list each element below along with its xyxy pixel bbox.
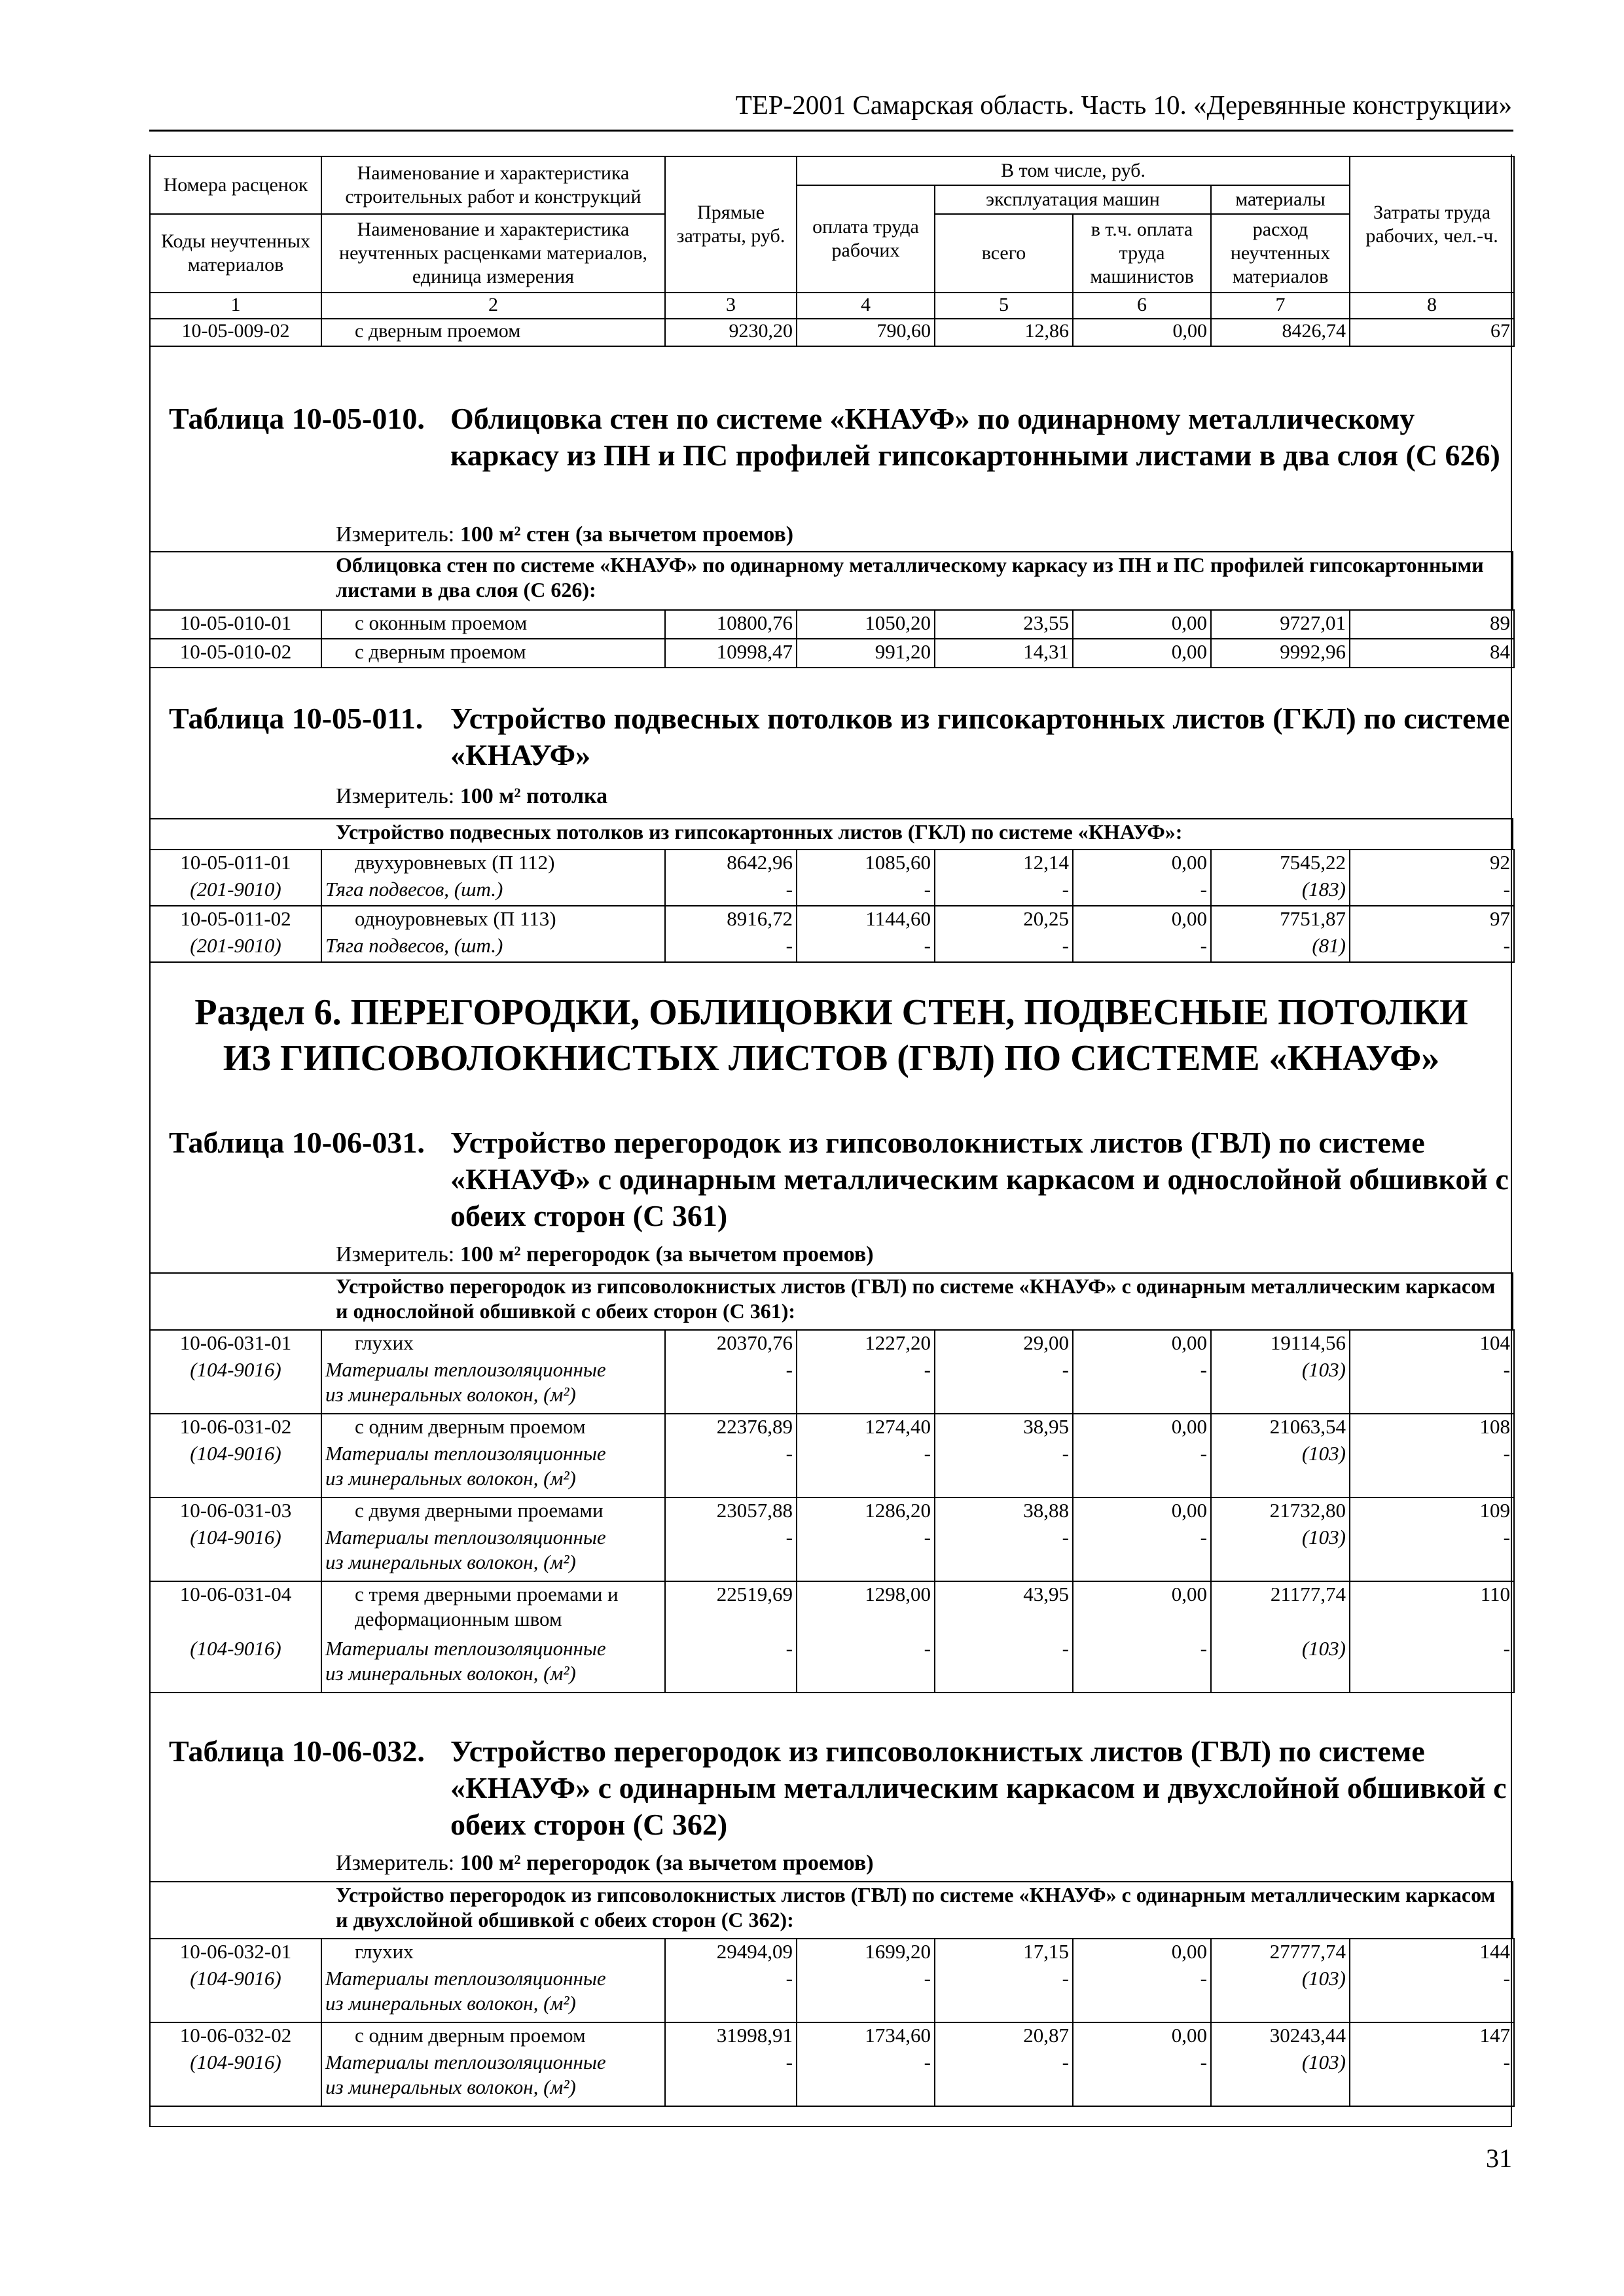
empty-dash: - xyxy=(665,1636,797,1693)
rates-table-10-06-031 xyxy=(149,1329,1515,1693)
col-name-header: Наименование и характеристика строительных работ и конструкций xyxy=(321,156,665,214)
empty-dash: - xyxy=(1350,1525,1514,1581)
material-name-line: Материалы теплоизоляционные xyxy=(325,1637,606,1660)
machinist-pay-value: 0,00 xyxy=(1073,1498,1211,1525)
material-name xyxy=(321,1525,665,1581)
machines-total-value: 14,31 xyxy=(935,639,1073,668)
table-heading-10-06-032 xyxy=(169,1733,1517,1843)
labor-value: 104 xyxy=(1350,1330,1514,1357)
empty-dash: - xyxy=(665,933,797,962)
empty-dash: - xyxy=(1350,1441,1514,1498)
col-codes-header: Номера расценок xyxy=(150,156,321,214)
table-row xyxy=(150,2022,1514,2050)
table-row xyxy=(150,1330,1514,1357)
col-material-names: Наименование и характеристика неучтенных расценками материалов, единица измерения xyxy=(321,214,665,293)
material-name xyxy=(321,2050,665,2106)
empty-dash: - xyxy=(797,1357,935,1414)
empty-dash: - xyxy=(1073,877,1211,906)
empty-dash: - xyxy=(1073,1357,1211,1414)
col-worker-pay: оплата труда рабочих xyxy=(797,185,935,293)
empty-dash: - xyxy=(935,1525,1073,1581)
rates-table-10-05-010 xyxy=(149,609,1515,668)
empty-dash: - xyxy=(665,1357,797,1414)
materials-value: 8426,74 xyxy=(1211,319,1350,346)
rate-name: с тремя дверными проемами и деформационным швом xyxy=(321,1581,665,1636)
direct-costs-value: 31998,91 xyxy=(665,2022,797,2050)
worker-pay-value: 1227,20 xyxy=(797,1330,935,1357)
page-number: 31 xyxy=(1486,2144,1512,2173)
material-name-line: Материалы теплоизоляционные xyxy=(325,2051,606,2073)
rate-name: одноуровневых (П 113) xyxy=(321,906,665,933)
table-heading-10-06-031 xyxy=(169,1124,1517,1234)
material-row xyxy=(150,1636,1514,1693)
machinist-pay-value: 0,00 xyxy=(1073,906,1211,933)
table-number: Таблица 10-05-010. xyxy=(169,402,425,435)
machinist-pay-value: 0,00 xyxy=(1073,850,1211,877)
material-quantity: (103) xyxy=(1211,1636,1350,1693)
direct-costs-value: 9230,20 xyxy=(665,319,797,346)
materials-value: 30243,44 xyxy=(1211,2022,1350,2050)
col-number: 5 xyxy=(935,293,1073,319)
machinist-pay-value: 0,00 xyxy=(1073,1581,1211,1636)
direct-costs-value: 10800,76 xyxy=(665,610,797,639)
material-code: (104-9016) xyxy=(150,2050,321,2106)
measure-value: 100 м² потолка xyxy=(460,784,608,808)
materials-value: 7751,87 xyxy=(1211,906,1350,933)
material-name-line: из минеральных волокон, (м²) xyxy=(325,1467,576,1490)
rate-code: 10-05-010-01 xyxy=(150,610,321,639)
labor-value: 67 xyxy=(1350,319,1514,346)
empty-dash: - xyxy=(665,1525,797,1581)
material-quantity: (103) xyxy=(1211,1966,1350,2022)
direct-costs-value: 29494,09 xyxy=(665,1939,797,1966)
measure-label: Измеритель: xyxy=(336,1242,455,1266)
table-number: Таблица 10-05-011. xyxy=(169,702,424,735)
table-heading-10-05-010 xyxy=(169,401,1517,474)
direct-costs-value: 22376,89 xyxy=(665,1414,797,1441)
table-row xyxy=(150,319,1514,346)
material-row xyxy=(150,1966,1514,2022)
material-code: (201-9010) xyxy=(150,933,321,962)
col-machines-total: всего xyxy=(935,214,1073,293)
column-header xyxy=(149,156,1515,347)
group-title: Устройство перегородок из гипсоволокнистых листов (ГВЛ) по системе «КНАУФ» с одинарным металлическим каркасом и двухслойной обшивкой с обеих сторон (С 362): xyxy=(149,1881,1513,1939)
table-heading-10-05-011 xyxy=(169,700,1517,774)
materials-value: 27777,74 xyxy=(1211,1939,1350,1966)
col-number: 6 xyxy=(1073,293,1211,319)
machines-total-value: 43,95 xyxy=(935,1581,1073,1636)
material-name xyxy=(321,1966,665,2022)
material-name-line: Материалы теплоизоляционные xyxy=(325,1358,606,1381)
col-number: 1 xyxy=(150,293,321,319)
table-row xyxy=(150,1498,1514,1525)
empty-dash: - xyxy=(797,1966,935,2022)
worker-pay-value: 1144,60 xyxy=(797,906,935,933)
machinist-pay-value: 0,00 xyxy=(1073,639,1211,668)
empty-dash: - xyxy=(935,1357,1073,1414)
labor-value: 89 xyxy=(1350,610,1514,639)
empty-dash: - xyxy=(1073,1966,1211,2022)
col-machines-header: эксплуатация машин xyxy=(935,185,1211,214)
section-title-line: ИЗ ГИПСОВОЛОКНИСТЫХ ЛИСТОВ (ГВЛ) ПО СИСТЕМЕ «КНАУФ» xyxy=(223,1038,1440,1079)
empty-dash: - xyxy=(1350,1636,1514,1693)
material-quantity: (103) xyxy=(1211,1441,1350,1498)
rates-table-10-06-032 xyxy=(149,1938,1515,2107)
direct-costs-value: 22519,69 xyxy=(665,1581,797,1636)
empty-dash: - xyxy=(665,877,797,906)
direct-costs-value: 8642,96 xyxy=(665,850,797,877)
direct-costs-value: 10998,47 xyxy=(665,639,797,668)
material-code: (104-9016) xyxy=(150,1441,321,1498)
empty-dash: - xyxy=(1073,1636,1211,1693)
rate-name: с дверным проемом xyxy=(321,319,665,346)
machines-total-value: 20,25 xyxy=(935,906,1073,933)
material-row xyxy=(150,1357,1514,1414)
empty-dash: - xyxy=(665,2050,797,2106)
empty-dash: - xyxy=(797,1636,935,1693)
machines-total-value: 17,15 xyxy=(935,1939,1073,1966)
group-title: Облицовка стен по системе «КНАУФ» по одинарному металлическому каркасу из ПН и ПС профилей гипсокартонными листами в два слоя (С 626): xyxy=(149,551,1513,610)
table-row xyxy=(150,850,1514,877)
empty-dash: - xyxy=(1073,933,1211,962)
material-name: Тяга подвесов, (шт.) xyxy=(321,933,665,962)
table-row xyxy=(150,1939,1514,1966)
rate-code: 10-05-011-02 xyxy=(150,906,321,933)
empty-dash: - xyxy=(935,1966,1073,2022)
rate-code: 10-06-031-01 xyxy=(150,1330,321,1357)
col-number: 4 xyxy=(797,293,935,319)
labor-value: 84 xyxy=(1350,639,1514,668)
machines-total-value: 20,87 xyxy=(935,2022,1073,2050)
group-title: Устройство подвесных потолков из гипсокартонных листов (ГКЛ) по системе «КНАУФ»: xyxy=(149,818,1513,850)
measure-value: 100 м² стен (за вычетом проемов) xyxy=(460,522,794,547)
labor-value: 147 xyxy=(1350,2022,1514,2050)
machinist-pay-value: 0,00 xyxy=(1073,610,1211,639)
material-name xyxy=(321,1357,665,1414)
rate-code: 10-06-032-01 xyxy=(150,1939,321,1966)
col-machinist-pay: в т.ч. оплата труда машинистов xyxy=(1073,214,1211,293)
group-title: Устройство перегородок из гипсоволокнистых листов (ГВЛ) по системе «КНАУФ» с одинарным металлическим каркасом и однослойной обшивкой с обеих сторон (С 361): xyxy=(149,1272,1513,1330)
rate-name: с одним дверным проемом xyxy=(321,2022,665,2050)
empty-dash: - xyxy=(1073,1525,1211,1581)
worker-pay-value: 1050,20 xyxy=(797,610,935,639)
col-number: 7 xyxy=(1211,293,1350,319)
col-number: 3 xyxy=(665,293,797,319)
labor-value: 109 xyxy=(1350,1498,1514,1525)
empty-dash: - xyxy=(935,933,1073,962)
material-row xyxy=(150,2050,1514,2106)
rate-name: с оконным проемом xyxy=(321,610,665,639)
measure-label: Измеритель: xyxy=(336,1851,455,1875)
rate-name: двухуровневых (П 112) xyxy=(321,850,665,877)
materials-value: 21063,54 xyxy=(1211,1414,1350,1441)
empty-dash: - xyxy=(935,2050,1073,2106)
table-number: Таблица 10-06-031. xyxy=(169,1126,425,1159)
material-quantity: (103) xyxy=(1211,2050,1350,2106)
material-name xyxy=(321,1636,665,1693)
material-quantity: (103) xyxy=(1211,1357,1350,1414)
labor-value: 144 xyxy=(1350,1939,1514,1966)
material-name-line: из минеральных волокон, (м²) xyxy=(325,2075,576,2098)
machines-total-value: 23,55 xyxy=(935,610,1073,639)
table-row xyxy=(150,1414,1514,1441)
material-name-line: Материалы теплоизоляционные xyxy=(325,1967,606,1990)
rate-code: 10-06-031-02 xyxy=(150,1414,321,1441)
material-code: (104-9016) xyxy=(150,1525,321,1581)
material-name-line: из минеральных волокон, (м²) xyxy=(325,1551,576,1573)
empty-dash: - xyxy=(1073,1441,1211,1498)
table-number: Таблица 10-06-032. xyxy=(169,1734,425,1768)
material-name-line: Материалы теплоизоляционные xyxy=(325,1442,606,1465)
worker-pay-value: 790,60 xyxy=(797,319,935,346)
col-number: 8 xyxy=(1350,293,1514,319)
table-row xyxy=(150,1581,1514,1636)
direct-costs-value: 20370,76 xyxy=(665,1330,797,1357)
material-row xyxy=(150,1525,1514,1581)
table-row xyxy=(150,610,1514,639)
direct-costs-value: 8916,72 xyxy=(665,906,797,933)
col-materials-header: материалы xyxy=(1211,185,1350,214)
empty-dash: - xyxy=(1350,933,1514,962)
measure-unit xyxy=(336,783,607,810)
machinist-pay-value: 0,00 xyxy=(1073,319,1211,346)
material-row xyxy=(150,1441,1514,1498)
empty-dash: - xyxy=(665,1441,797,1498)
empty-dash: - xyxy=(935,1636,1073,1693)
table-title: Устройство подвесных потолков из гипсокартонных листов (ГКЛ) по системе «КНАУФ» xyxy=(450,702,1510,772)
empty-dash: - xyxy=(797,1525,935,1581)
material-name: Тяга подвесов, (шт.) xyxy=(321,877,665,906)
rate-code: 10-06-031-04 xyxy=(150,1581,321,1636)
empty-dash: - xyxy=(797,2050,935,2106)
material-quantity: (81) xyxy=(1211,933,1350,962)
material-name-line: из минеральных волокон, (м²) xyxy=(325,1662,576,1685)
machinist-pay-value: 0,00 xyxy=(1073,2022,1211,2050)
rate-code: 10-05-011-01 xyxy=(150,850,321,877)
col-material-codes: Коды неучтенных материалов xyxy=(150,214,321,293)
worker-pay-value: 1085,60 xyxy=(797,850,935,877)
empty-dash: - xyxy=(797,1441,935,1498)
rate-code: 10-06-032-02 xyxy=(150,2022,321,2050)
labor-value: 97 xyxy=(1350,906,1514,933)
labor-value: 108 xyxy=(1350,1414,1514,1441)
machinist-pay-value: 0,00 xyxy=(1073,1414,1211,1441)
materials-value: 19114,56 xyxy=(1211,1330,1350,1357)
rate-name: глухих xyxy=(321,1330,665,1357)
worker-pay-value: 991,20 xyxy=(797,639,935,668)
direct-costs-value: 23057,88 xyxy=(665,1498,797,1525)
machines-total-value: 38,95 xyxy=(935,1414,1073,1441)
material-quantity: (183) xyxy=(1211,877,1350,906)
table-row xyxy=(150,906,1514,933)
rate-name: глухих xyxy=(321,1939,665,1966)
worker-pay-value: 1274,40 xyxy=(797,1414,935,1441)
running-header: ТЕР-2001 Самарская область. Часть 10. «Деревянные конструкции» xyxy=(735,90,1512,120)
materials-value: 21732,80 xyxy=(1211,1498,1350,1525)
worker-pay-value: 1286,20 xyxy=(797,1498,935,1525)
table-title: Устройство перегородок из гипсоволокнистых листов (ГВЛ) по системе «КНАУФ» с одинарным металлическим каркасом и однослойной обшивкой с обеих сторон (С 361) xyxy=(450,1126,1509,1232)
empty-dash: - xyxy=(797,877,935,906)
worker-pay-value: 1734,60 xyxy=(797,2022,935,2050)
rate-name: с одним дверным проемом xyxy=(321,1414,665,1441)
measure-value: 100 м² перегородок (за вычетом проемов) xyxy=(460,1851,874,1875)
col-number: 2 xyxy=(321,293,665,319)
empty-dash: - xyxy=(797,933,935,962)
labor-value: 92 xyxy=(1350,850,1514,877)
materials-value: 21177,74 xyxy=(1211,1581,1350,1636)
materials-value: 9727,01 xyxy=(1211,610,1350,639)
rates-table-10-05-011 xyxy=(149,849,1515,963)
empty-dash: - xyxy=(935,1441,1073,1498)
material-code: (104-9016) xyxy=(150,1357,321,1414)
material-quantity: (103) xyxy=(1211,1525,1350,1581)
machines-total-value: 29,00 xyxy=(935,1330,1073,1357)
worker-pay-value: 1298,00 xyxy=(797,1581,935,1636)
rate-code: 10-06-031-03 xyxy=(150,1498,321,1525)
materials-value: 9992,96 xyxy=(1211,639,1350,668)
material-code: (104-9016) xyxy=(150,1636,321,1693)
section-title-line: Раздел 6. ПЕРЕГОРОДКИ, ОБЛИЦОВКИ СТЕН, ПОДВЕСНЫЕ ПОТОЛКИ xyxy=(194,992,1468,1033)
material-code: (201-9010) xyxy=(150,877,321,906)
empty-dash: - xyxy=(1350,877,1514,906)
header-rule xyxy=(149,130,1513,132)
empty-dash: - xyxy=(1350,2050,1514,2106)
table-row xyxy=(150,639,1514,668)
empty-dash: - xyxy=(665,1966,797,2022)
empty-dash: - xyxy=(1350,1966,1514,2022)
machinist-pay-value: 0,00 xyxy=(1073,1330,1211,1357)
material-name-line: из минеральных волокон, (м²) xyxy=(325,1992,576,2015)
empty-dash: - xyxy=(1350,1357,1514,1414)
measure-value: 100 м² перегородок (за вычетом проемов) xyxy=(460,1242,874,1266)
measure-unit xyxy=(336,1241,874,1268)
machines-total-value: 38,88 xyxy=(935,1498,1073,1525)
machines-total-value: 12,14 xyxy=(935,850,1073,877)
material-name-line: из минеральных волокон, (м²) xyxy=(325,1383,576,1406)
labor-value: 110 xyxy=(1350,1581,1514,1636)
col-including-header: В том числе, руб. xyxy=(797,156,1350,185)
measure-unit xyxy=(336,1850,874,1877)
measure-unit xyxy=(336,521,793,548)
empty-dash: - xyxy=(1073,2050,1211,2106)
empty-dash: - xyxy=(935,877,1073,906)
col-labor-costs: Затраты труда рабочих, чел.-ч. xyxy=(1350,156,1514,293)
rate-code: 10-05-009-02 xyxy=(150,319,321,346)
table-title: Облицовка стен по системе «КНАУФ» по одинарному металлическому каркасу из ПН и ПС профилей гипсокартонными листами в два слоя (С 626) xyxy=(450,402,1500,472)
material-row xyxy=(150,877,1514,906)
col-direct-costs: Прямые затраты, руб. xyxy=(665,156,797,293)
materials-value: 7545,22 xyxy=(1211,850,1350,877)
measure-label: Измеритель: xyxy=(336,522,455,547)
rate-code: 10-05-010-02 xyxy=(150,639,321,668)
worker-pay-value: 1699,20 xyxy=(797,1939,935,1966)
material-name xyxy=(321,1441,665,1498)
measure-label: Измеритель: xyxy=(336,784,455,808)
table-title: Устройство перегородок из гипсоволокнистых листов (ГВЛ) по системе «КНАУФ» с одинарным металлическим каркасом и двухслойной обшивкой с обеих сторон (С 362) xyxy=(450,1734,1507,1841)
rate-name: с двумя дверными проемами xyxy=(321,1498,665,1525)
col-material-consumption: расход неучтенных материалов xyxy=(1211,214,1350,293)
material-name-line: Материалы теплоизоляционные xyxy=(325,1526,606,1549)
material-row xyxy=(150,933,1514,962)
rate-name: с дверным проемом xyxy=(321,639,665,668)
material-code: (104-9016) xyxy=(150,1966,321,2022)
section-title xyxy=(149,990,1513,1081)
machines-total-value: 12,86 xyxy=(935,319,1073,346)
machinist-pay-value: 0,00 xyxy=(1073,1939,1211,1966)
